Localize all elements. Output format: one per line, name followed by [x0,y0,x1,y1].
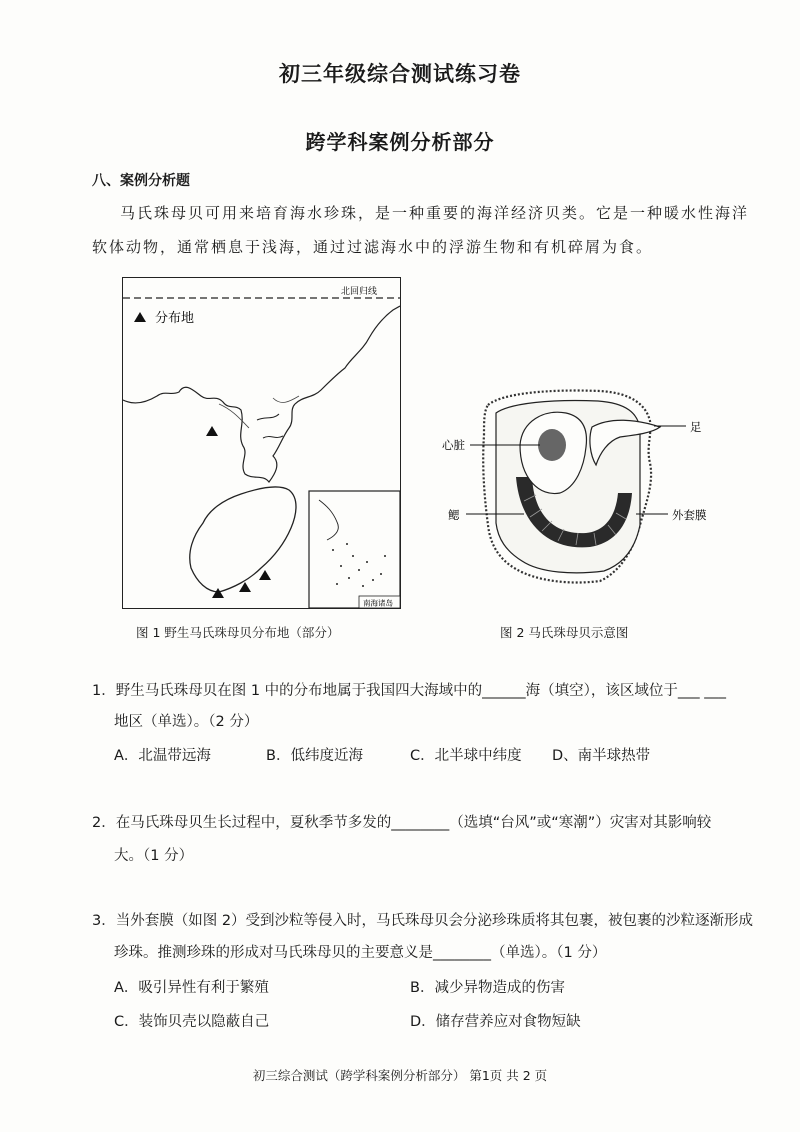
page-footer: 初三综合测试（跨学科案例分析部分） 第1页 共 2 页 [252,1068,548,1083]
question-2-line-1: 2．在马氏珠母贝生长过程中，夏秋季节多发的________（选填“台风”或“寒潮”）灾害对其影响较 [92,815,712,831]
question-3-line-1: 3．当外套膜（如图 2）受到沙粒等侵入时，马氏珠母贝会分泌珍珠质将其包裹，被包裹的沙粒逐渐形成 [92,913,754,929]
map-graphic [123,278,400,608]
gill-label: 鳃 [448,508,460,522]
distribution-marker [259,570,271,580]
bay-coastline [257,414,283,438]
triangle-legend-icon [134,312,146,322]
distribution-marker [212,588,224,598]
question-2-line-2: 大。（1 分） [114,848,194,864]
question-3-option-a[interactable]: A．吸引异性有利于繁殖 [114,980,269,996]
question-3-line-2: 珍珠。推测珍珠的形成对马氏珠母贝的主要意义是________（单选）。（1 分） [114,945,607,961]
inset-label: 南海诸岛 [363,598,393,608]
oyster-diagram [440,375,710,590]
question-3-option-c[interactable]: C．装饰贝壳以隐蔽自己 [114,1014,270,1030]
question-3-option-d[interactable]: D．储存营养应对食物短缺 [410,1014,581,1030]
question-1-option-c[interactable]: C．北半球中纬度 [410,748,522,764]
intro-line-2: 软体动物，通常栖息于浅海，通过过滤海水中的浮游生物和有机碎屑为食。 [92,238,654,256]
page-title: 初三年级综合测试练习卷 [279,62,521,86]
tropic-label: 北回归线 [341,287,378,297]
intro-line-1: 马氏珠母贝可用来培育海水珍珠，是一种重要的海洋经济贝类。它是一种暖水性海洋 [120,204,750,222]
page-subtitle: 跨学科案例分析部分 [305,130,495,154]
question-1-line-1: 1．野生马氏珠母贝在图 1 中的分布地属于我国四大海域中的______海（填空），该区域位于___ ___ [92,683,727,699]
heart-organ [538,429,566,461]
figure2-caption: 图 2 马氏珠母贝示意图 [500,625,629,640]
mantle-label: 外套膜 [672,508,707,522]
legend-label: 分布地 [155,311,195,326]
question-1-line-2: 地区（单选）。（2 分） [114,714,259,730]
mainland-coastline [123,306,400,482]
river-lines [219,396,299,428]
figure1-caption: 图 1 野生马氏珠母贝分布地（部分） [136,625,340,640]
question-3-option-b[interactable]: B．减少异物造成的伤害 [410,980,565,996]
foot-label: 足 [690,420,702,434]
question-1-option-b[interactable]: B．低纬度近海 [266,748,363,764]
section-heading: 八、案例分析题 [92,173,190,189]
distribution-map [122,277,401,609]
heart-label: 心脏 [442,438,465,452]
oyster-graphic [440,375,710,590]
intro-paragraph [92,196,752,264]
question-1-option-d[interactable]: D、南半球热带 [552,748,651,764]
hainan-island [190,487,296,592]
distribution-marker [206,426,218,436]
inset-frame [309,491,400,608]
question-1-option-a[interactable]: A．北温带远海 [114,748,211,764]
